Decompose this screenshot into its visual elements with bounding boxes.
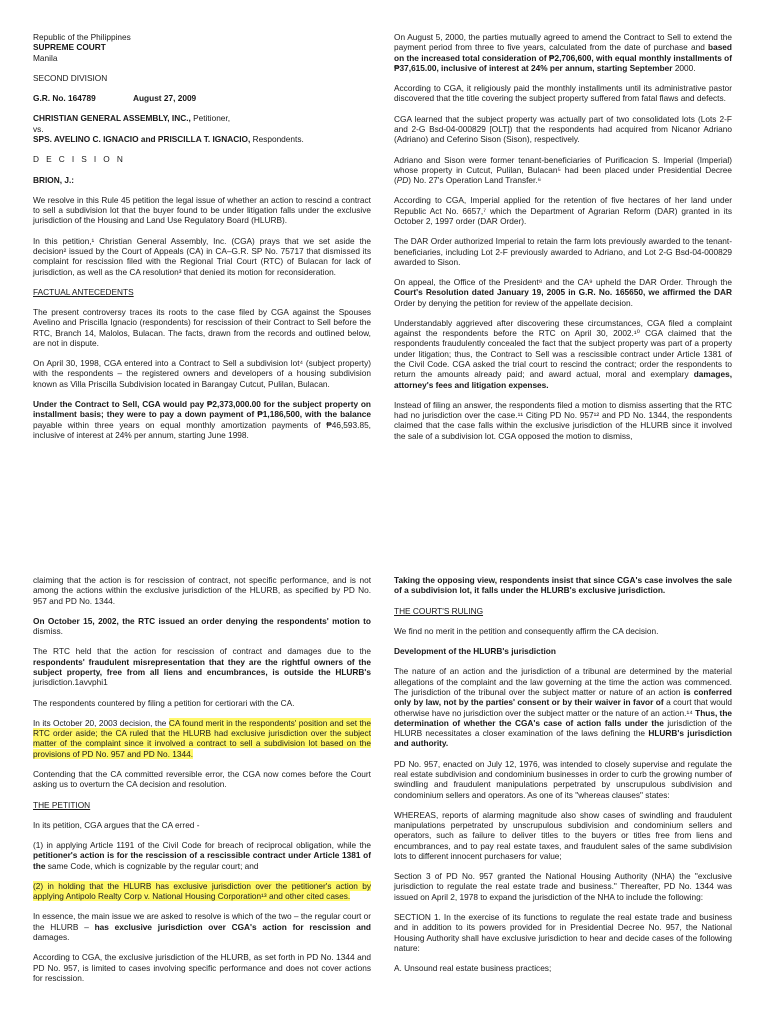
- paragraph-no-merit: We find no merit in the petition and consequently affirm the CA decision.: [394, 625, 659, 636]
- paragraph-rtc-held: The RTC held that the action for rescission of contract and damages due to the respondents' fraudulent misrepresentation that they are the rightful owners of the subject property, free from all liens and encumbrances, is outside the HLURB's jurisdiction.1avvphi1: [33, 646, 371, 688]
- division-name: SECOND DIVISION: [33, 72, 108, 83]
- document-page-2: [0, 566, 768, 1024]
- paragraph-cga-paid: According to CGA, it religiously paid the monthly installments until its administrative pastor discovered that the title covering the subject property suffered from fatal flaws and defects.: [394, 83, 732, 104]
- paragraph-intro: We resolve in this Rule 45 petition the legal issue of whether an action to rescind a contract to sell a subdivision lot that the buyer found to be under litigation falls under the exclusive jurisdiction of the Housing and Land Use Regulatory Board (HLURB).: [33, 194, 371, 226]
- paragraph-dar-order: The DAR Order authorized Imperial to retain the farm lots previously awarded to the tenant-beneficiaries, including Lot 2-F previously awarded to Adriano, and Lot 2-G Bsd-04-000829 awarded to Sison.: [394, 236, 732, 267]
- paragraph-complaint: Understandably aggrieved after discovering these circumstances, CGA filed a complaint against the respondents before the RTC on April 30, 2002.¹⁰ CGA claimed that the respondents fraudulently concealed the fact that the subject property was part of a property under litigation; thus, the Contract to Sell was a rescissible contract under Article 1381 of the Civil Code. CGA asked the trial court to rescind the contract; order the respondents to return the amounts already paid; and award actual, moral and exemplary damages, attorney's fees and litigation expenses.: [394, 317, 732, 390]
- petitioner-name: CHRISTIAN GENERAL ASSEMBLY, INC.,: [33, 113, 191, 124]
- paragraph-item-a: A. Unsound real estate business practices;: [394, 963, 552, 974]
- paragraph-section-3: Section 3 of PD No. 957 granted the National Housing Authority (NHA) the "exclusive jurisdiction to regulate the real estate trade and business." Thereafter, PD No. 1344 was issued on April 2, 1978 to expand the jurisdiction of the NHA to include the following:: [394, 871, 732, 902]
- paragraph-whereas: WHEREAS, reports of alarming magnitude also show cases of swindling and fraudulent manipulations perpetrated by unscrupulous subdivision and condominium sellers and operators, such as failure to deliver titles to the buyers or titles free from liens and encumbrances, and to pay real estate taxes, and fraudulent sales of the same subdivision lots to different innocent purchasers for value;: [394, 809, 732, 861]
- heading-courts-ruling: THE COURT'S RULING: [394, 605, 484, 616]
- respondents-role: Respondents.: [250, 133, 304, 144]
- paragraph-consolidated-lots: CGA learned that the subject property was actually part of two consolidated lots (Lots 2-F and 2-G Bsd-04-000829 [OLT]) that the respondents had acquired from Nicanor Adriano (Adriano) and Ceferino Sison (Sison), respectively.: [394, 113, 732, 145]
- paragraph-argues: In its petition, CGA argues that the CA erred -: [33, 819, 200, 830]
- paragraph-contract-terms: Under the Contract to Sell, CGA would pay ₱2,373,000.00 for the subject property on installment basis; they were to pay a down payment of ₱1,186,500, with the balance payable within three years on equal monthly amortization payments of ₱46,593.85, inclusive of interest at 24% per annum, starting June 1998.: [33, 399, 371, 440]
- case-header: [33, 32, 371, 195]
- paragraph-error-2: [33, 881, 371, 902]
- paragraph-certiorari: The respondents countered by filing a petition for certiorari with the CA.: [33, 697, 295, 708]
- highlight-error-2: (2) in holding that the HLURB has exclusive jurisdiction over the petitioner's action by applying Antipolo Realty Corp v. National Housing Corporation¹³ and other cited cases.: [33, 880, 371, 902]
- paragraph-nature-of-action: The nature of an action and the jurisdiction of a tribunal are determined by the material allegations of the complaint and the law governing at the time the action was commenced. The jurisdiction of the tribunal over the subject matter or nature of an action is conferred only by law, not by the parties' consent or by their waiver in favor of a court that would otherwise have no jurisdiction over the subject matter or the nature of an action.¹⁴ Thus, the determination of whether the CGA's case of action falls under the jurisdiction of the HLURB necessitates a closer examination of the laws defining the HLURB's jurisdiction and authority.: [394, 666, 733, 749]
- court-city: Manila: [33, 52, 58, 63]
- heading-development: Development of the HLURB's jurisdiction: [394, 646, 556, 657]
- paragraph-appeal: On appeal, the Office of the President⁸ and the CA⁹ upheld the DAR Order. Through the Court's Resolution dated January 19, 2005 in G.R. No. 165650, we affirmed the DAR Order by denying the petition for review of the appellate decision.: [394, 277, 732, 308]
- heading-the-petition: THE PETITION: [33, 799, 91, 810]
- page1-right-column: [394, 32, 732, 451]
- paragraph-pd957: PD No. 957, enacted on July 12, 1976, was intended to closely supervise and regulate the real estate subdivision and condominium businesses in order to curb the growing number of swindling and fraudulent manipulations perpetrated by unscrupulous subdivision and condominium sellers and operators. As one of its "whereas clauses" states:: [394, 758, 732, 800]
- ponente: BRION, J.:: [33, 174, 75, 185]
- petitioner-line: [33, 113, 371, 123]
- paragraph-amendment: On August 5, 2000, the parties mutually agreed to amend the Contract to Sell to extend the payment period from three to five years, calculated from the date of purchase and based on the increased total consideration of ₱2,706,600, with equal monthly installments of ₱37,615.00, inclusive of interest at 24% per annum, starting September 2000.: [394, 32, 732, 73]
- highlight-ca-ruling: CA found merit in the respondents' position and set the RTC order aside; the CA ruled that the HLURB had exclusive jurisdiction over the subject matter of the complaint since it involved a contract to sell a subdivision lot based on the provisions of PD No. 957 and PD No. 1344.: [33, 717, 372, 759]
- page-separator: [0, 512, 768, 566]
- gr-number: G.R. No. 164789: [33, 93, 96, 104]
- paragraph-petition: In this petition,¹ Christian General Assembly, Inc. (CGA) prays that we set aside the decision² issued by the Court of Appeals (CA) in CA–G.R. SP No. 75717 that dismissed its complaint for rescission filed with the Regional Trial Court (RTC) of Bulacan for lack of jurisdiction, as well as the CA resolution³ that denied its motion for reconsideration.: [33, 235, 371, 277]
- paragraph-ca-decision: In its October 20, 2003 decision, the CA found merit in the respondents' position and set the RTC order aside; the CA ruled that the HLURB had exclusive jurisdiction over the subject matter of the complaint since it involved a contract to sell a subdivision lot based on the provisions of PD No. 957 and PD No. 1344.: [33, 717, 372, 759]
- paragraph-section-1: SECTION 1. In the exercise of its functions to regulate the real estate trade and business and in addition to its powers provided for in Presidential Decree No. 957, the National Housing Authority shall have exclusive jurisdiction to hear and decide cases of the following nature:: [394, 912, 732, 953]
- republic-line: Republic of the Philippines: [33, 32, 131, 42]
- page2-right-column: [394, 575, 732, 983]
- paragraph-motion-to-dismiss: Instead of filing an answer, the respondents filed a motion to dismiss asserting that the RTC had no jurisdiction over the case.¹¹ Citing PD No. 957¹² and PD No. 1344, the respondents claimed that the case falls within the exclusive jurisdiction of the HLURB since it involved the sale of a subdivision lot. CGA opposed the motion to dismiss,: [394, 399, 732, 441]
- paragraph-opposing-view: Taking the opposing view, respondents insist that since CGA's case involves the sale of a subdivision lot, it falls under the HLURB's exclusive jurisdiction.: [394, 575, 732, 596]
- decision-date: August 27, 2009: [133, 93, 197, 104]
- paragraph-tenant-beneficiaries: Adriano and Sison were former tenant-beneficiaries of Purificacion S. Imperial (Imperial) whose property in Cutcut, Pulilan, Bulacan⁵ had been placed under Presidential Decree (PD) No. 27's Operation Land Transfer.⁶: [394, 154, 732, 186]
- paragraph-claiming: claiming that the action is for rescission of contract, not specific performance, and is not among the actions within the exclusive jurisdiction of the HLURB, as specified by PD No. 957 and PD No. 1344.: [33, 575, 371, 606]
- decision-heading: D E C I S I O N: [33, 154, 126, 165]
- paragraph-main-issue: In essence, the main issue we are asked to resolve is which of the two – the regular court or the HLURB – has exclusive jurisdiction over CGA's action for rescission and damages.: [33, 911, 371, 943]
- page2-left-column: [33, 575, 371, 993]
- versus: vs.: [33, 123, 44, 134]
- heading-factual-antecedents: FACTUAL ANTECEDENTS: [33, 286, 134, 297]
- paragraph-controversy: The present controversy traces its roots to the case filed by CGA against the Spouses Avelino and Priscilla Ignacio (respondents) for rescission of their Contract to Sell before the RTC, Branch 14, Malolos, Bulacan. The facts, drawn from the records and outlined below, are not in dispute.: [33, 307, 371, 348]
- page1-left-column: [33, 32, 371, 450]
- paragraph-error-1: (1) in applying Article 1191 of the Civil Code for breach of reciprocal obligation, while the petitioner's action is for the rescission of a rescissible contract under Article 1381 of the same Code, which is cognizable by the regular court; and: [33, 840, 371, 871]
- court-name: SUPREME COURT: [33, 42, 106, 53]
- paragraph-retention: According to CGA, Imperial applied for the retention of five hectares of her land under Republic Act No. 6657,⁷ which the Department of Agrarian Reform (DAR) granted in its October 2, 1997 order (DAR Order).: [394, 195, 732, 226]
- petitioner-role: Petitioner,: [190, 113, 231, 124]
- paragraph-cga-position: According to CGA, the exclusive jurisdiction of the HLURB, as set forth in PD No. 1344 and PD No. 957, is limited to cases involving specific performance and does not cover actions for rescission.: [33, 952, 371, 983]
- case-number-line: [33, 93, 371, 103]
- paragraph-contending: Contending that the CA committed reversible error, the CGA now comes before the Court asking us to overturn the CA decision and resolution.: [33, 768, 371, 790]
- respondents-line: [33, 134, 371, 144]
- respondents-name: SPS. AVELINO C. IGNACIO and PRISCILLA T. IGNACIO,: [33, 133, 251, 144]
- paragraph-april-1998: On April 30, 1998, CGA entered into a Contract to Sell a subdivision lot⁴ (subject property) with the respondents – the registered owners and developers of a housing subdivision known as Villa Priscilla Subdivision located in Barangay Cutcut, Pulilan, Bulacan.: [33, 358, 371, 389]
- paragraph-rtc-order: On October 15, 2002, the RTC issued an order denying the respondents' motion to dismiss.: [33, 615, 371, 637]
